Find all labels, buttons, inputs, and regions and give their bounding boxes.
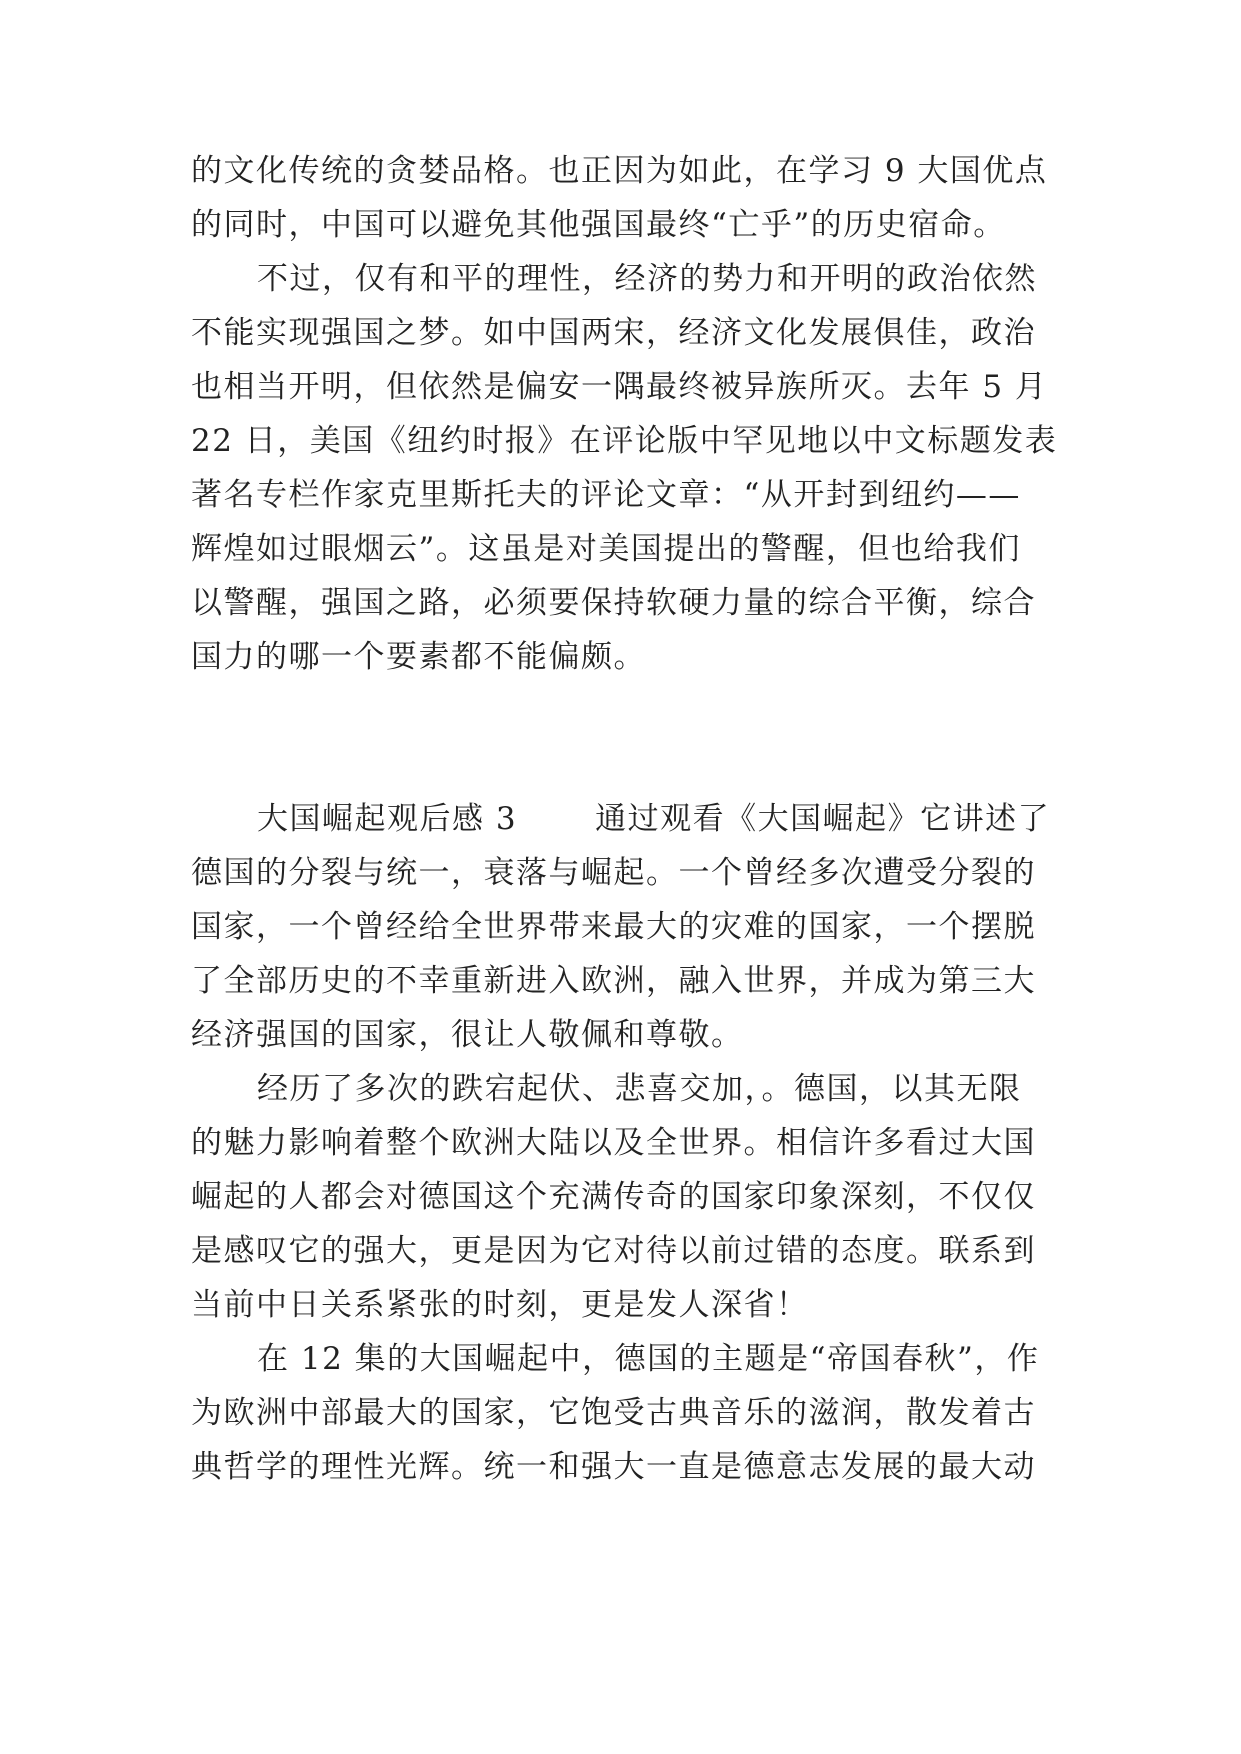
text-line: 22 日，美国《纽约时报》在评论版中罕见地以中文标题发表 [191,423,1058,459]
text-line: 当前中日关系紧张的时刻，更是发人深省！ [191,1287,809,1323]
text-line: 典哲学的理性光辉。统一和强大一直是德意志发展的最大动 [191,1449,1036,1485]
section-title: 大国崛起观后感 3 [257,801,518,837]
essay-section-3 [191,792,1051,1494]
section-first-line [191,792,1051,846]
text-line: 不能实现强国之梦。如中国两宋，经济文化发展俱佳，政治 [191,315,1036,351]
text-line: 著名专栏作家克里斯托夫的评论文章：“从开封到纽约—— [191,477,1021,513]
text-run: 通过观看《大国崛起》它讲述了 [595,801,1051,837]
text-line: 了全部历史的不幸重新进入欧洲，融入世界，并成为第三大 [191,963,1036,999]
text-line: 是感叹它的强大，更是因为它对待以前过错的态度。联系到 [191,1233,1036,1269]
text-line: 的文化传统的贪婪品格。也正因为如此，在学习 9 大国优点 [191,153,1048,189]
text-line: 的同时，中国可以避免其他强国最终“亡乎”的历史宿命。 [191,207,1006,243]
text-line: 辉煌如过眼烟云”。这虽是对美国提出的警醒，但也给我们 [191,531,1021,567]
text-line: 经济强国的国家，很让人敬佩和尊敬。 [191,1017,744,1053]
paragraph-start-line: 经历了多次的跌宕起伏、悲喜交加，。德国，以其无限 [257,1071,1022,1107]
paragraph-start-line: 不过，仅有和平的理性，经济的势力和开明的政治依然 [257,261,1037,297]
text-line: 也相当开明，但依然是偏安一隅最终被异族所灭。去年 5 月 [191,369,1048,405]
paragraph-start-line: 在 12 集的大国崛起中，德国的主题是“帝国春秋”，作 [257,1341,1040,1377]
text-line: 以警醒，强国之路，必须要保持软硬力量的综合平衡，综合 [191,585,1036,621]
text-line: 德国的分裂与统一，衰落与崛起。一个曾经多次遭受分裂的 [191,855,1036,891]
text-line: 的魅力影响着整个欧洲大陆以及全世界。相信许多看过大国 [191,1125,1036,1161]
text-line: 国家，一个曾经给全世界带来最大的灾难的国家，一个摆脱 [191,909,1036,945]
text-line: 国力的哪一个要素都不能偏颇。 [191,639,646,675]
text-line: 崛起的人都会对德国这个充满传奇的国家印象深刻，不仅仅 [191,1179,1036,1215]
essay-continuation [191,144,1058,684]
text-line: 为欧洲中部最大的国家，它饱受古典音乐的滋润，散发着古 [191,1395,1036,1431]
